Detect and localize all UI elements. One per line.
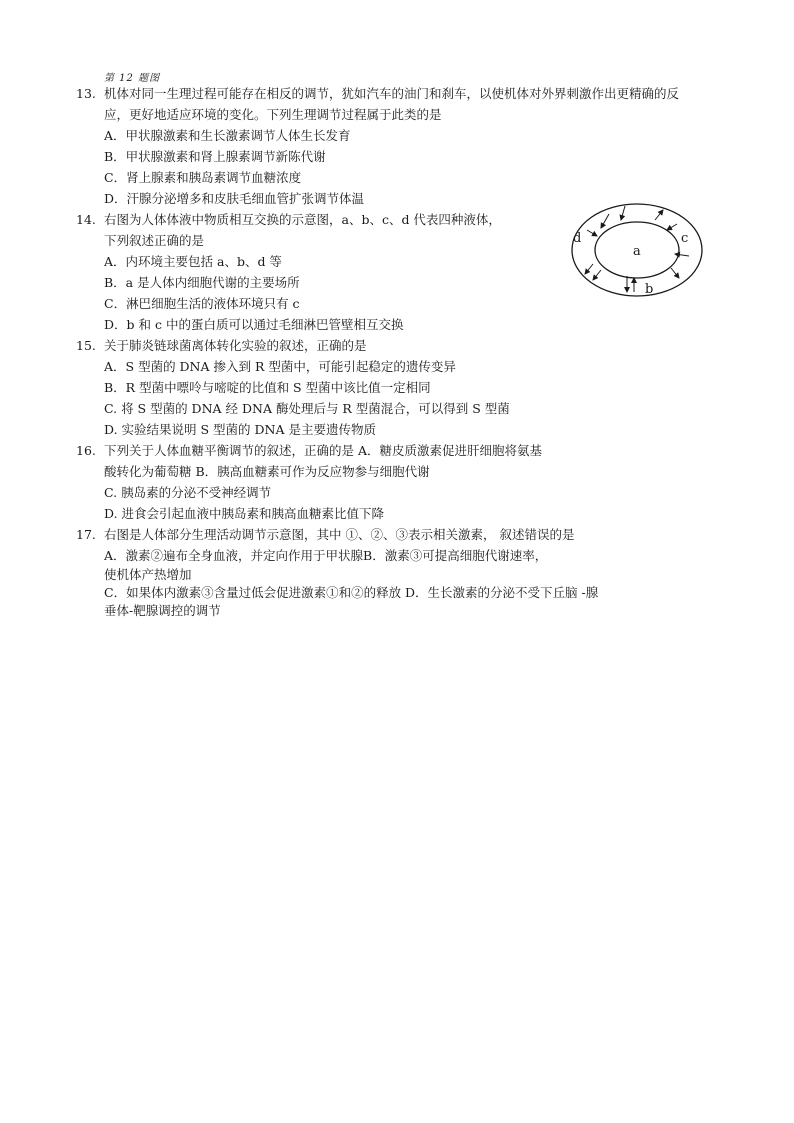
question-15-number: 15. <box>76 338 96 353</box>
question-16-option-c: C. 胰岛素的分泌不受神经调节 <box>104 485 272 500</box>
question-16-number: 16. <box>76 443 96 458</box>
arrow-a-c-2 <box>671 268 679 278</box>
arrow-d-a-2 <box>621 206 625 220</box>
question-14-option-a: A．内环境主要包括 a、b、d 等 <box>104 254 282 269</box>
question-16-option-d: D. 进食会引起血液中胰岛素和胰高血糖素比值下降 <box>104 506 385 521</box>
body-fluid-diagram <box>567 200 707 306</box>
question-14-option-b: B．a 是人体内细胞代谢的主要场所 <box>104 275 300 290</box>
arrow-c-a-1 <box>667 224 677 230</box>
question-13-stem-line-1: 机体对同一生理过程可能存在相反的调节，犹如汽车的油门和刹车，以使机体对外界刺激作出更精确的反 <box>104 86 680 101</box>
label-d: d <box>573 231 582 246</box>
question-15-option-b: B．R 型菌中嘌呤与嘧啶的比值和 S 型菌中该比值一定相同 <box>104 380 431 395</box>
question-17-option-line-3: C．如果体内激素③含量过低会促进激素①和②的释放 D．生长激素的分泌不受下丘脑 -腺 <box>104 585 599 600</box>
arrow-d-a-1 <box>601 214 609 228</box>
question-13-option-b: B．甲状腺激素和肾上腺素调节新陈代谢 <box>104 149 326 164</box>
question-15-option-d: D. 实验结果说明 S 型菌的 DNA 是主要遗传物质 <box>104 422 376 437</box>
arrow-d-a-3 <box>587 230 597 236</box>
question-15-option-c: C. 将 S 型菌的 DNA 经 DNA 酶处理后与 R 型菌混合，可以得到 S 型菌 <box>104 401 510 416</box>
question-17-option-line-1: A．激素②遍布全身血液，并定向作用于甲状腺B．激素③可提高细胞代谢速率， <box>104 548 548 563</box>
question-13-option-a: A．甲状腺激素和生长激素调节人体生长发育 <box>104 128 351 143</box>
question-15-option-a: A．S 型菌的 DNA 掺入到 R 型菌中，可能引起稳定的遗传变异 <box>104 359 456 374</box>
question-13-stem-line-2: 应，更好地适应环境的变化。下列生理调节过程属于此类的是 <box>104 107 442 122</box>
question-14-number: 14. <box>76 212 96 227</box>
question-16-stem-line-1: 下列关于人体血糖平衡调节的叙述，正确的是 A．糖皮质激素促进肝细胞将氨基 <box>104 443 543 458</box>
question-17-option-line-4: 垂体-靶腺调控的调节 <box>104 603 221 618</box>
label-b: b <box>645 282 654 297</box>
question-13-number: 13. <box>76 86 96 101</box>
arrow-a-d-2 <box>593 270 601 280</box>
question-17-option-line-2: 使机体产热增加 <box>104 567 192 582</box>
arrow-c-a-2 <box>675 254 689 256</box>
arrow-a-c-1 <box>655 210 663 220</box>
question-14-stem-line-1: 右图为人体体液中物质相互交换的示意图，a、b、c、d 代表四种液体， <box>104 212 501 227</box>
question-17-number: 17. <box>76 527 96 542</box>
arrow-a-d-1 <box>585 264 593 274</box>
question-14-stem-line-2: 下列叙述正确的是 <box>104 233 205 248</box>
question-17-stem: 右图是人体部分生理活动调节示意图，其中 ①、②、③表示相关激素， 叙述错误的是 <box>104 527 575 542</box>
question-15-stem: 关于肺炎链球菌离体转化实验的叙述，正确的是 <box>104 338 367 353</box>
label-a: a <box>633 244 641 259</box>
question-13-option-c: C．肾上腺素和胰岛素调节血糖浓度 <box>104 170 302 185</box>
label-c: c <box>681 231 689 246</box>
question-16-stem-line-2: 酸转化为葡萄糖 B．胰高血糖素可作为反应物参与细胞代谢 <box>104 464 430 479</box>
question-13-option-d: D．汗腺分泌增多和皮肤毛细血管扩张调节体温 <box>104 191 365 206</box>
question-14-option-d: D．b 和 c 中的蛋白质可以通过毛细淋巴管壁相互交换 <box>104 317 404 332</box>
question-14-option-c: C．淋巴细胞生活的液体环境只有 c <box>104 296 300 311</box>
figure-caption: 第 12 题图 <box>104 73 161 84</box>
